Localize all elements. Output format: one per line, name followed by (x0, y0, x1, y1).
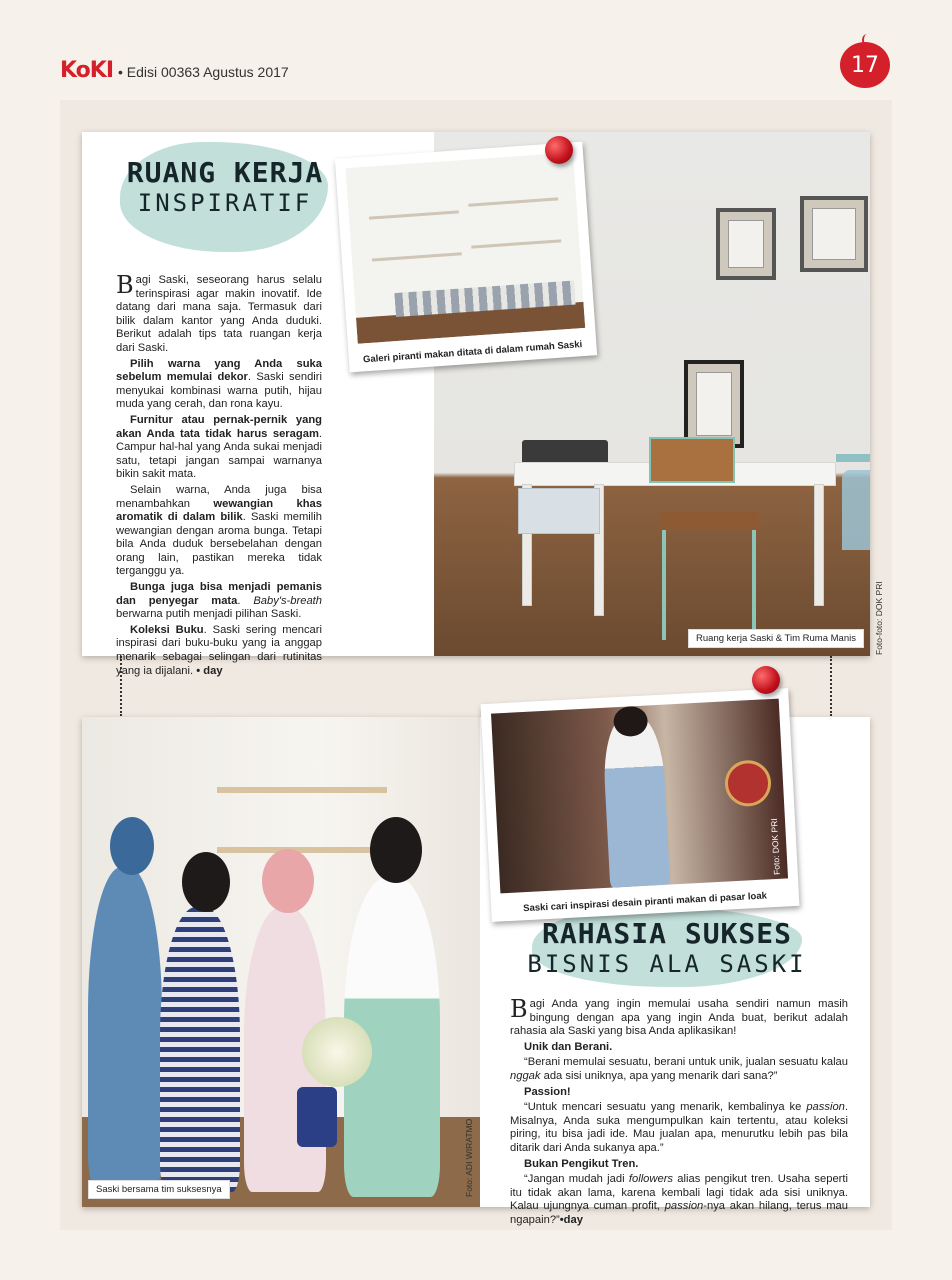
article-body-workspace (116, 271, 323, 680)
portrait-frame (684, 360, 744, 448)
flea-market-photo (491, 699, 788, 894)
subheading: Bukan Pengikut Tren. (524, 1157, 639, 1170)
photo-caption: Saski bersama tim suksesnya (88, 1180, 230, 1199)
tip-paragraph: Bunga juga bisa menjadi pemanis dan penyegar mata. Baby's-breath berwarna putih menjadi pilihan Saski. (116, 581, 323, 621)
section-title-success (522, 917, 812, 978)
chair-leg (752, 530, 756, 630)
team-member-head (262, 849, 314, 913)
drawer-unit (518, 488, 600, 534)
article-body-success (510, 995, 848, 1230)
teal-chair (842, 470, 870, 550)
quote-paragraph: “Untuk mencari sesuatu yang menarik, kembalinya ke passion. Misalnya, Anda suka mengumpulkan kain tertentu, atau koleksi piring, itu bisa jadi ide. Mau jualan apa, menurutku lebih pas bila ditarik dari Anda sukanya apa.” (510, 1101, 848, 1154)
team-member-head (370, 817, 422, 883)
title-sub: BISNIS ALA SASKI (527, 950, 807, 978)
title-main: RUANG KERJA (126, 156, 324, 189)
magazine-logo: KoKI (60, 58, 114, 83)
subheading: Passion! (524, 1085, 571, 1098)
red-pushpin (752, 666, 780, 694)
dropcap: B (116, 271, 134, 299)
dropcap: B (510, 995, 528, 1023)
quote-paragraph: “Jangan mudah jadi followers alias pengikut tren. Usaha seperti itu tidak akan lama, karena kembali lagi tidak ada sisi uniknya. Kalau ujungnya cuman profit, passion-nya akan hilang, terus mau ngapain?”•day (510, 1173, 848, 1226)
wall-frame (800, 196, 868, 272)
tableware-photo (346, 152, 586, 343)
tip-paragraph: Koleksi Buku. Saski sering mencari inspirasi dari buku-buku yang ia anggap menarik sebagai selingan dari rutinitas yang ia dijalani. • day (116, 623, 322, 677)
team-member (88, 867, 162, 1187)
chair-seat (659, 512, 759, 530)
wall-frame (716, 208, 776, 280)
intro-paragraph: Bagi Anda yang ingin memulai usaha sendiri namun masih bingung dengan apa yang ingin Anda buat, berikut adalah rahasia ala Saski yang bisa Anda aplikasikan! (510, 995, 848, 1038)
polaroid-tableware (335, 142, 597, 373)
desk-leg (814, 484, 824, 606)
red-pushpin (545, 136, 573, 164)
polaroid-caption: Saski cari inspirasi desain piranti makan di pasar loak (522, 890, 768, 915)
string-decoration (830, 656, 832, 716)
team-photo (82, 717, 480, 1207)
blue-vase (297, 1087, 337, 1147)
photo-credit: Foto-foto: DOK PRI (874, 581, 884, 655)
tip-paragraph: Pilih warna yang Anda suka sebelum memulai dekor. Saski sendiri menyukai kombinasi warna putih, hijau muda yang cerah, dan rona kayu. (116, 357, 322, 411)
subheading: Unik dan Berani. (524, 1040, 613, 1053)
tip-paragraph: Selain warna, Anda juga bisa menambahkan wewangian khas aromatik di dalam bilik. Saski memilih wewangian dengan aroma bunga. Tetapi bila Anda duduk bersebelahan dengan orang lain, pastikan mereka tidak terganggu ya. (116, 483, 322, 578)
flower-bouquet (302, 1017, 372, 1087)
polaroid-flea-market (481, 688, 800, 922)
intro-paragraph: Bagi Saski, seseorang harus selalu terinspirasi agar makin inovatif. Ide datang dari mana saja. Termasuk dari bilik dalam kantor yang Anda duduki. Berikut adalah tips tata ruangan kerja dari Saski. (116, 271, 322, 354)
section-title-workspace (118, 156, 332, 217)
teal-desk (836, 454, 870, 462)
photo-credit: Foto: ADI WIRATMO (464, 1118, 474, 1197)
title-main: RAHASIA SUKSES (541, 917, 792, 950)
quote-paragraph: “Berani memulai sesuatu, berani untuk unik, jualan sesuatu kalau nggak ada sisi uniknya, apa yang menarik dari sana?” (510, 1056, 848, 1082)
page-header (0, 0, 952, 100)
team-member-head (182, 852, 230, 912)
polaroid-caption: Galeri piranti makan ditata di dalam rumah Saski (362, 339, 583, 366)
page-number-badge: 17 (840, 42, 890, 88)
chair-back (649, 437, 735, 483)
title-sub: INSPIRATIF (137, 189, 313, 217)
tip-paragraph: Furnitur atau pernak-pernik yang akan Anda tata tidak harus seragam. Campur hal-hal yang Anda sukai menjadi satu, tetapi jangan sampai warnanya bikin sakit mata. (116, 413, 322, 481)
chair-leg (662, 530, 666, 640)
polaroid-credit: Foto: DOK PRI (768, 818, 782, 876)
team-member-head (110, 817, 154, 875)
team-member (160, 907, 240, 1192)
edition-label: • Edisi 00363 Agustus 2017 (118, 64, 289, 80)
photo-caption: Ruang kerja Saski & Tim Ruma Manis (688, 629, 864, 648)
